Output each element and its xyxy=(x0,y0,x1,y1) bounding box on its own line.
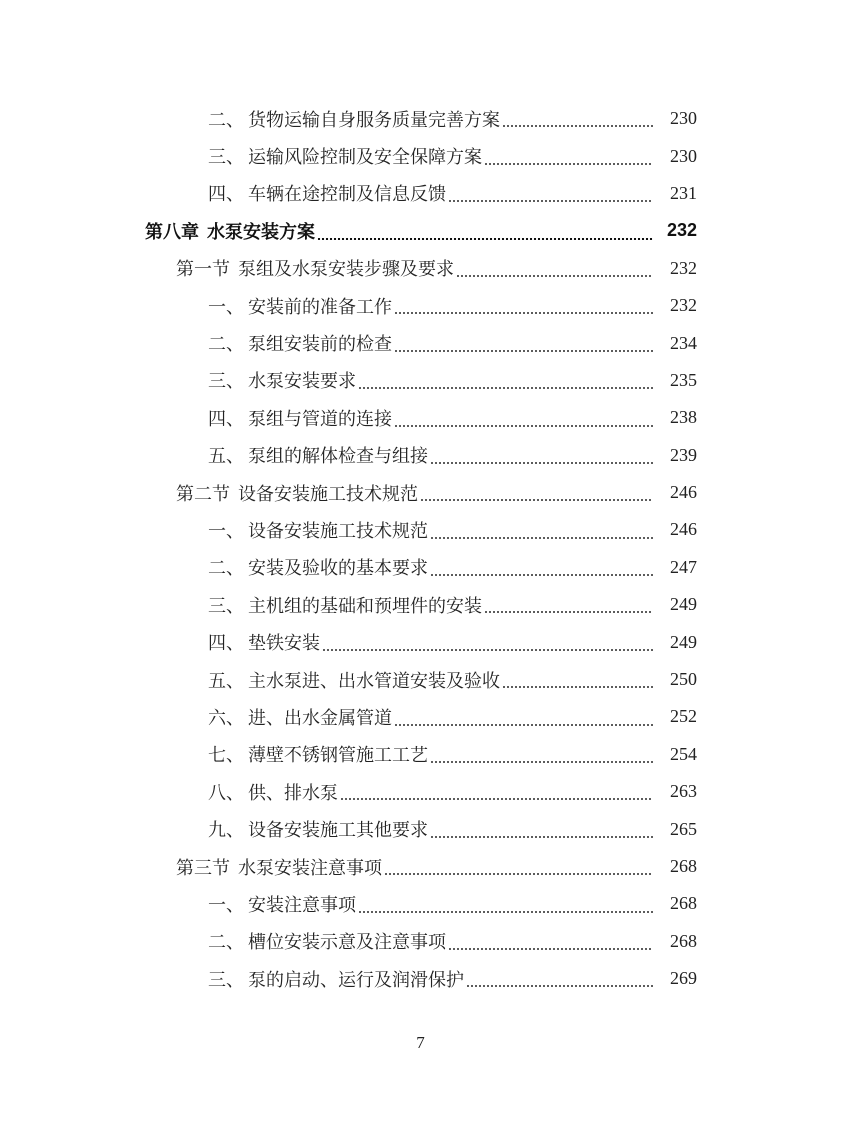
toc-entry-page: 269 xyxy=(670,968,697,989)
toc-dot-leader xyxy=(448,200,653,202)
toc-entry[interactable] xyxy=(0,137,841,174)
toc-entry-page: 230 xyxy=(670,108,697,129)
toc-dot-leader xyxy=(358,387,653,389)
toc-entry[interactable] xyxy=(0,661,841,698)
toc-entry-page: 263 xyxy=(670,781,697,802)
toc-entry-page: 232 xyxy=(666,220,697,241)
toc-dot-leader xyxy=(394,350,653,352)
toc-entry-page: 230 xyxy=(670,145,697,166)
toc-entry-number: 五、 xyxy=(208,446,244,468)
toc-entry-number: 一、 xyxy=(208,894,244,916)
toc-entry-number: 四、 xyxy=(208,633,244,655)
toc-dot-leader xyxy=(358,911,653,913)
table-of-contents xyxy=(0,100,841,997)
toc-entry-page: 254 xyxy=(670,743,697,764)
toc-entry-title: 泵组安装前的检查 xyxy=(248,334,392,356)
toc-entry-page: 249 xyxy=(670,594,697,615)
toc-dot-leader xyxy=(502,125,653,127)
toc-dot-leader xyxy=(394,425,653,427)
toc-entry-title: 设备安装施工其他要求 xyxy=(248,820,428,842)
toc-entry-page: 252 xyxy=(670,706,697,727)
toc-entry-page: 268 xyxy=(670,893,697,914)
toc-entry-page: 268 xyxy=(670,930,697,951)
toc-entry-title: 水泵安装要求 xyxy=(248,371,356,393)
toc-entry-title: 泵组及水泵安装步骤及要求 xyxy=(238,259,454,281)
toc-entry[interactable] xyxy=(0,810,841,847)
toc-entry-page: 235 xyxy=(670,369,697,390)
toc-entry[interactable] xyxy=(0,848,841,885)
toc-dot-leader xyxy=(340,798,653,800)
toc-entry[interactable] xyxy=(0,549,841,586)
toc-dot-leader xyxy=(317,238,653,240)
toc-entry-title: 运输风险控制及安全保障方案 xyxy=(248,147,482,169)
toc-entry[interactable] xyxy=(0,399,841,436)
toc-entry-page: 232 xyxy=(670,295,697,316)
toc-entry-number: 九、 xyxy=(208,820,244,842)
toc-entry-title: 主水泵进、出水管道安装及验收 xyxy=(248,670,500,692)
toc-entry-number: 三、 xyxy=(208,371,244,393)
toc-entry[interactable] xyxy=(0,100,841,137)
toc-entry[interactable] xyxy=(0,324,841,361)
page-number: 7 xyxy=(416,1033,425,1052)
toc-entry-number: 第一节 xyxy=(176,259,230,281)
toc-entry-title: 水泵安装方案 xyxy=(207,221,315,243)
toc-entry-title: 安装及验收的基本要求 xyxy=(248,558,428,580)
toc-entry[interactable] xyxy=(0,175,841,212)
toc-entry[interactable] xyxy=(0,736,841,773)
toc-entry-title: 泵的启动、运行及润滑保护 xyxy=(248,969,464,991)
toc-entry-title: 垫铁安装 xyxy=(248,633,320,655)
toc-dot-leader xyxy=(430,761,653,763)
toc-entry-number: 第三节 xyxy=(176,857,230,879)
toc-entry-page: 250 xyxy=(670,669,697,690)
toc-entry-page: 247 xyxy=(670,556,697,577)
toc-entry-number: 八、 xyxy=(208,782,244,804)
toc-entry-number: 四、 xyxy=(208,408,244,430)
toc-dot-leader xyxy=(466,985,653,987)
toc-entry-page: 268 xyxy=(670,856,697,876)
toc-entry[interactable] xyxy=(0,698,841,735)
toc-entry[interactable] xyxy=(0,586,841,623)
toc-entry-title: 泵组与管道的连接 xyxy=(248,408,392,430)
toc-entry-number: 一、 xyxy=(208,296,244,318)
toc-entry-number: 第八章 xyxy=(145,221,199,243)
toc-entry[interactable] xyxy=(0,474,841,511)
toc-entry[interactable] xyxy=(0,960,841,997)
toc-entry[interactable] xyxy=(0,885,841,922)
toc-entry-number: 三、 xyxy=(208,969,244,991)
toc-entry[interactable] xyxy=(0,287,841,324)
toc-entry-number: 三、 xyxy=(208,595,244,617)
toc-entry-page: 232 xyxy=(670,257,697,278)
toc-entry-number: 三、 xyxy=(208,147,244,169)
toc-entry-page: 249 xyxy=(670,631,697,652)
toc-dot-leader xyxy=(430,836,653,838)
toc-dot-leader xyxy=(456,275,653,277)
toc-dot-leader xyxy=(430,462,653,464)
toc-dot-leader xyxy=(484,163,653,165)
toc-dot-leader xyxy=(430,537,653,539)
toc-entry[interactable] xyxy=(0,212,841,249)
toc-entry[interactable] xyxy=(0,923,841,960)
toc-dot-leader xyxy=(484,611,653,613)
toc-dot-leader xyxy=(448,948,653,950)
toc-entry-title: 供、排水泵 xyxy=(248,782,338,804)
toc-dot-leader xyxy=(502,686,653,688)
toc-entry-number: 第二节 xyxy=(176,483,230,505)
toc-entry-page: 246 xyxy=(670,519,697,540)
toc-entry-number: 七、 xyxy=(208,745,244,767)
toc-entry-title: 水泵安装注意事项 xyxy=(238,857,382,879)
toc-entry-page: 239 xyxy=(670,444,697,465)
toc-entry-number: 六、 xyxy=(208,707,244,729)
toc-dot-leader xyxy=(430,574,653,576)
toc-entry-title: 安装前的准备工作 xyxy=(248,296,392,318)
toc-entry-number: 四、 xyxy=(208,184,244,206)
toc-dot-leader xyxy=(384,873,653,875)
toc-entry-title: 安装注意事项 xyxy=(248,894,356,916)
toc-entry-title: 货物运输自身服务质量完善方案 xyxy=(248,109,500,131)
toc-entry-number: 二、 xyxy=(208,109,244,131)
toc-entry[interactable] xyxy=(0,362,841,399)
toc-entry[interactable] xyxy=(0,773,841,810)
toc-entry-title: 主机组的基础和预埋件的安装 xyxy=(248,595,482,617)
toc-entry-page: 246 xyxy=(670,482,697,503)
toc-entry[interactable] xyxy=(0,623,841,660)
toc-entry-title: 薄壁不锈钢管施工工艺 xyxy=(248,745,428,767)
toc-entry-number: 五、 xyxy=(208,670,244,692)
toc-entry-title: 车辆在途控制及信息反馈 xyxy=(248,184,446,206)
toc-entry-title: 槽位安装示意及注意事项 xyxy=(248,932,446,954)
toc-dot-leader xyxy=(322,649,653,651)
toc-dot-leader xyxy=(420,499,653,501)
toc-dot-leader xyxy=(394,312,653,314)
toc-entry-page: 238 xyxy=(670,407,697,428)
toc-entry-number: 二、 xyxy=(208,334,244,356)
toc-entry-number: 二、 xyxy=(208,932,244,954)
toc-entry-title: 设备安装施工技术规范 xyxy=(248,520,428,542)
toc-entry-number: 一、 xyxy=(208,520,244,542)
toc-entry-number: 二、 xyxy=(208,558,244,580)
toc-dot-leader xyxy=(394,724,653,726)
toc-entry-page: 265 xyxy=(670,818,697,839)
toc-entry[interactable] xyxy=(0,511,841,548)
toc-entry-page: 231 xyxy=(670,182,697,203)
toc-entry-page: 234 xyxy=(670,332,697,353)
toc-entry-title: 泵组的解体检查与组接 xyxy=(248,446,428,468)
toc-entry[interactable] xyxy=(0,250,841,287)
toc-entry[interactable] xyxy=(0,437,841,474)
toc-entry-title: 设备安装施工技术规范 xyxy=(238,483,418,505)
toc-entry-title: 进、出水金属管道 xyxy=(248,707,392,729)
